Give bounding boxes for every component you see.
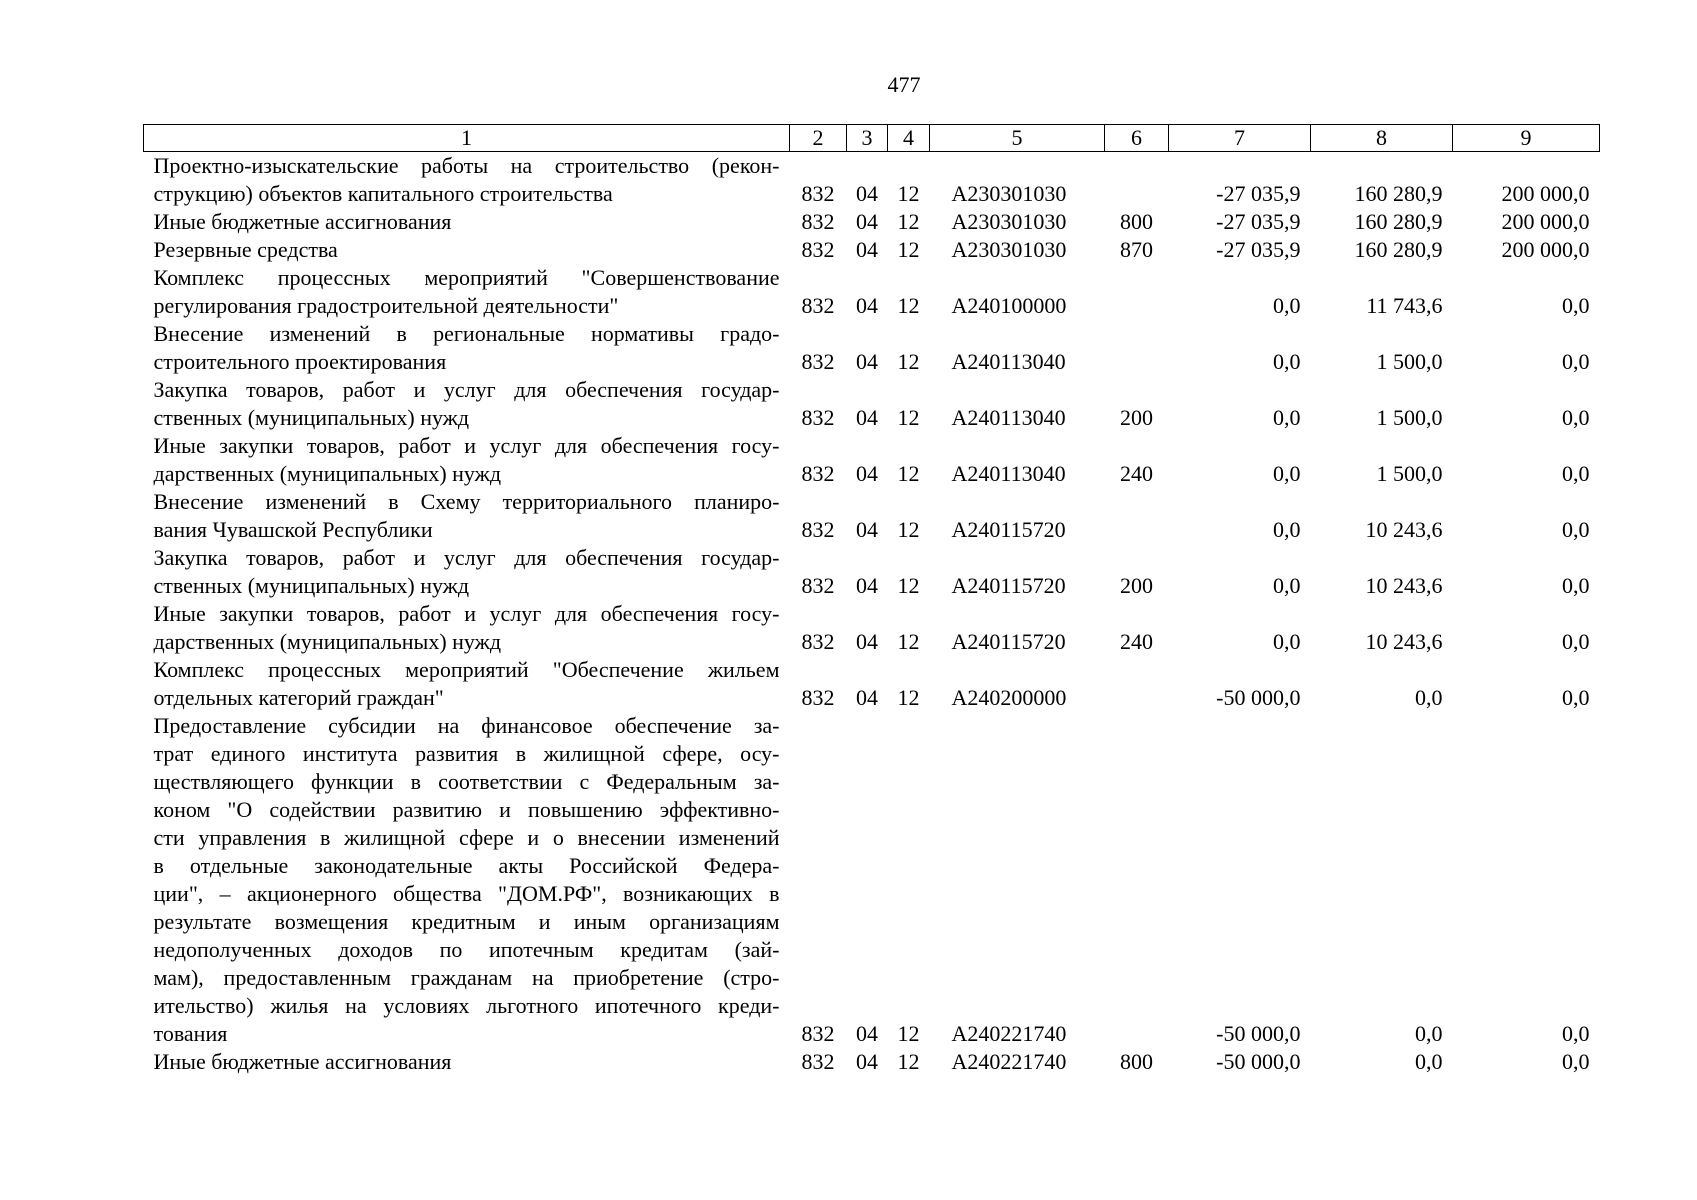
table-row (144, 712, 1600, 1048)
cell-expense-type (1105, 656, 1169, 712)
cell-value-col9: 0,0 (1562, 573, 1590, 598)
cell-subsection: 12 (897, 1049, 920, 1074)
cell-value-col8: 10 243,6 (1365, 573, 1443, 598)
cell-subsection: 12 (897, 461, 920, 486)
cell-value-col7: 0,0 (1273, 349, 1301, 374)
cell-subsection: 12 (897, 573, 920, 598)
cell-target-article: А230301030 (951, 181, 1067, 206)
column-header-4: 4 (888, 125, 930, 152)
cell-expense-type (1105, 152, 1169, 209)
cell-item-name (144, 1048, 790, 1076)
cell-value-col8: 1 500,0 (1376, 461, 1443, 486)
cell-subsection: 12 (897, 181, 920, 206)
cell-ministry-code: 832 (801, 629, 835, 654)
item-name-line: недополученных доходов по ипотечным кредитам (зай- (153, 937, 780, 962)
cell-value-col7: 0,0 (1273, 293, 1301, 318)
table-row (144, 320, 1600, 376)
cell-subsection: 12 (897, 349, 920, 374)
item-name-line: Иные бюджетные ассигнования (153, 209, 452, 234)
cell-item-name (144, 320, 790, 376)
cell-ministry-code: 832 (801, 181, 835, 206)
item-name-line: отдельных категорий граждан" (153, 685, 444, 710)
item-name-line: сти управления в жилищной сфере и о внесении изменений (153, 825, 780, 850)
cell-subsection: 12 (897, 293, 920, 318)
column-header-5: 5 (930, 125, 1105, 152)
table-row (144, 600, 1600, 656)
item-name-line: вания Чувашской Республики (153, 517, 433, 542)
cell-subsection: 12 (897, 517, 920, 542)
item-name-line: дарственных (муниципальных) нужд (153, 461, 502, 486)
cell-item-name (144, 208, 790, 236)
cell-item-name (144, 656, 790, 712)
cell-target-article: А240113040 (951, 405, 1066, 430)
column-header-3: 3 (847, 125, 888, 152)
cell-expense-type (1105, 712, 1169, 1048)
column-header-7: 7 (1169, 125, 1311, 152)
cell-ministry-code: 832 (801, 685, 835, 710)
cell-subsection: 12 (897, 629, 920, 654)
item-name-line: ственных (муниципальных) нужд (153, 573, 470, 598)
item-name-line: регулирования градостроительной деятельности" (153, 293, 619, 318)
cell-expense-type: 870 (1120, 237, 1153, 262)
cell-item-name (144, 152, 790, 209)
cell-section: 04 (856, 181, 878, 206)
cell-value-col7: 0,0 (1273, 461, 1301, 486)
cell-value-col9: 0,0 (1562, 517, 1590, 542)
item-name-line: Комплекс процессных мероприятий "Совершенствование (153, 265, 780, 290)
cell-value-col7: 0,0 (1273, 629, 1301, 654)
item-name-line: струкцию) объектов капитального строительства (153, 181, 613, 206)
table-row (144, 432, 1600, 488)
cell-value-col8: 0,0 (1415, 1049, 1443, 1074)
item-name-line: мам), предоставленным гражданам на приобретение (стро- (153, 965, 780, 990)
cell-value-col7: -27 035,9 (1216, 181, 1301, 206)
cell-ministry-code: 832 (801, 405, 835, 430)
page-number: 477 (887, 72, 921, 97)
cell-expense-type: 800 (1120, 1049, 1153, 1074)
cell-subsection: 12 (897, 237, 920, 262)
cell-expense-type: 800 (1120, 209, 1153, 234)
cell-target-article: А240200000 (951, 685, 1067, 710)
column-header-6: 6 (1105, 125, 1169, 152)
cell-value-col7: 0,0 (1273, 517, 1301, 542)
table-row (144, 208, 1600, 236)
cell-value-col8: 1 500,0 (1376, 349, 1443, 374)
item-name-line: Предоставление субсидии на финансовое обеспечение за- (153, 713, 780, 738)
cell-ministry-code: 832 (801, 1049, 835, 1074)
cell-item-name (144, 712, 790, 1048)
cell-target-article: А240115720 (951, 629, 1066, 654)
item-name-line: в отдельные законодательные акты Российской Федера- (153, 853, 780, 878)
cell-expense-type: 200 (1120, 573, 1153, 598)
item-name-line: ительство) жилья на условиях льготного ипотечного креди- (153, 993, 780, 1018)
cell-value-col9: 0,0 (1562, 293, 1590, 318)
cell-target-article: А240221740 (951, 1021, 1067, 1046)
cell-target-article: А240221740 (951, 1049, 1067, 1074)
item-name-line: Закупка товаров, работ и услуг для обеспечения государ- (153, 377, 780, 402)
cell-value-col7: 0,0 (1273, 573, 1301, 598)
column-header-8: 8 (1311, 125, 1453, 152)
cell-item-name (144, 376, 790, 432)
cell-ministry-code: 832 (801, 517, 835, 542)
cell-expense-type: 240 (1120, 629, 1153, 654)
cell-target-article: А240113040 (951, 461, 1066, 486)
cell-expense-type (1105, 264, 1169, 320)
cell-ministry-code: 832 (801, 1021, 835, 1046)
cell-value-col7: -50 000,0 (1216, 1049, 1301, 1074)
cell-value-col7: -50 000,0 (1216, 685, 1301, 710)
item-name-line: Резервные средства (153, 237, 338, 262)
cell-item-name (144, 544, 790, 600)
cell-value-col9: 0,0 (1562, 405, 1590, 430)
cell-section: 04 (856, 405, 878, 430)
item-name-line: Иные бюджетные ассигнования (153, 1049, 452, 1074)
cell-section: 04 (856, 209, 878, 234)
cell-value-col8: 0,0 (1415, 685, 1443, 710)
cell-target-article: А230301030 (951, 209, 1067, 234)
item-name-line: трат единого института развития в жилищной сфере, осу- (153, 741, 780, 766)
cell-section: 04 (856, 461, 878, 486)
cell-value-col7: -27 035,9 (1216, 237, 1301, 262)
item-name-line: дарственных (муниципальных) нужд (153, 629, 502, 654)
cell-target-article: А240113040 (951, 349, 1066, 374)
cell-value-col8: 160 280,9 (1354, 181, 1443, 206)
item-name-line: Комплекс процессных мероприятий "Обеспечение жильем (153, 657, 780, 682)
item-name-line: коном "О содействии развитию и повышению эффективно- (153, 797, 780, 822)
cell-target-article: А230301030 (951, 237, 1067, 262)
cell-value-col7: 0,0 (1273, 405, 1301, 430)
cell-section: 04 (856, 629, 878, 654)
item-name-line: ществляющего функции в соответствии с Федеральным за- (153, 769, 780, 794)
table-row (144, 264, 1600, 320)
cell-section: 04 (856, 237, 878, 262)
cell-subsection: 12 (897, 209, 920, 234)
cell-value-col9: 0,0 (1562, 1049, 1590, 1074)
cell-item-name (144, 264, 790, 320)
cell-value-col9: 0,0 (1562, 349, 1590, 374)
table-row (144, 152, 1600, 209)
cell-item-name (144, 488, 790, 544)
table-row (144, 236, 1600, 264)
item-name-line: Проектно-изыскательские работы на строительство (рекон- (153, 153, 780, 178)
cell-target-article: А240100000 (951, 293, 1067, 318)
item-name-line: ственных (муниципальных) нужд (153, 405, 470, 430)
column-header-9: 9 (1453, 125, 1600, 152)
cell-item-name (144, 600, 790, 656)
budget-table (143, 124, 1600, 1076)
cell-value-col9: 200 000,0 (1501, 237, 1590, 262)
cell-target-article: А240115720 (951, 517, 1066, 542)
cell-value-col9: 0,0 (1562, 629, 1590, 654)
cell-ministry-code: 832 (801, 461, 835, 486)
cell-expense-type: 240 (1120, 461, 1153, 486)
item-name-line: Иные закупки товаров, работ и услуг для обеспечения госу- (153, 433, 780, 458)
item-name-line: Закупка товаров, работ и услуг для обеспечения государ- (153, 545, 780, 570)
cell-value-col8: 10 243,6 (1365, 517, 1443, 542)
cell-value-col8: 1 500,0 (1376, 405, 1443, 430)
column-header-2: 2 (790, 125, 847, 152)
cell-value-col8: 160 280,9 (1354, 237, 1443, 262)
cell-section: 04 (856, 517, 878, 542)
cell-value-col8: 11 743,6 (1366, 293, 1443, 318)
cell-section: 04 (856, 293, 878, 318)
column-header-1: 1 (144, 125, 790, 152)
cell-ministry-code: 832 (801, 237, 835, 262)
item-name-line: Внесение изменений в Схему территориального планиро- (153, 489, 780, 514)
cell-subsection: 12 (897, 1021, 920, 1046)
table-row (144, 544, 1600, 600)
cell-subsection: 12 (897, 685, 920, 710)
table-row (144, 376, 1600, 432)
table-header-row (144, 125, 1600, 152)
cell-ministry-code: 832 (801, 209, 835, 234)
cell-expense-type: 200 (1120, 405, 1153, 430)
cell-ministry-code: 832 (801, 349, 835, 374)
cell-value-col9: 200 000,0 (1501, 209, 1590, 234)
cell-section: 04 (856, 349, 878, 374)
cell-subsection: 12 (897, 405, 920, 430)
item-name-line: ции", – акционерного общества "ДОМ.РФ", возникающих в (153, 881, 780, 906)
item-name-line: Иные закупки товаров, работ и услуг для обеспечения госу- (153, 601, 780, 626)
cell-value-col9: 0,0 (1562, 461, 1590, 486)
cell-value-col9: 200 000,0 (1501, 181, 1590, 206)
cell-ministry-code: 832 (801, 293, 835, 318)
cell-section: 04 (856, 573, 878, 598)
cell-value-col9: 0,0 (1562, 685, 1590, 710)
cell-expense-type (1105, 320, 1169, 376)
cell-ministry-code: 832 (801, 573, 835, 598)
cell-value-col8: 0,0 (1415, 1021, 1443, 1046)
table-body (144, 152, 1600, 1077)
cell-section: 04 (856, 685, 878, 710)
cell-value-col8: 160 280,9 (1354, 209, 1443, 234)
cell-value-col7: -50 000,0 (1216, 1021, 1301, 1046)
table-row (144, 1048, 1600, 1076)
item-name-line: Внесение изменений в региональные нормативы градо- (153, 321, 780, 346)
table-row (144, 656, 1600, 712)
item-name-line: строительного проектирования (153, 349, 447, 374)
item-name-line: результате возмещения кредитным и иным организациям (153, 909, 780, 934)
cell-section: 04 (856, 1049, 878, 1074)
cell-section: 04 (856, 1021, 878, 1046)
cell-item-name (144, 236, 790, 264)
cell-value-col9: 0,0 (1562, 1021, 1590, 1046)
cell-item-name (144, 432, 790, 488)
cell-value-col8: 10 243,6 (1365, 629, 1443, 654)
cell-target-article: А240115720 (951, 573, 1066, 598)
cell-expense-type (1105, 488, 1169, 544)
cell-value-col7: -27 035,9 (1216, 209, 1301, 234)
table-row (144, 488, 1600, 544)
item-name-line: тования (153, 1021, 228, 1046)
